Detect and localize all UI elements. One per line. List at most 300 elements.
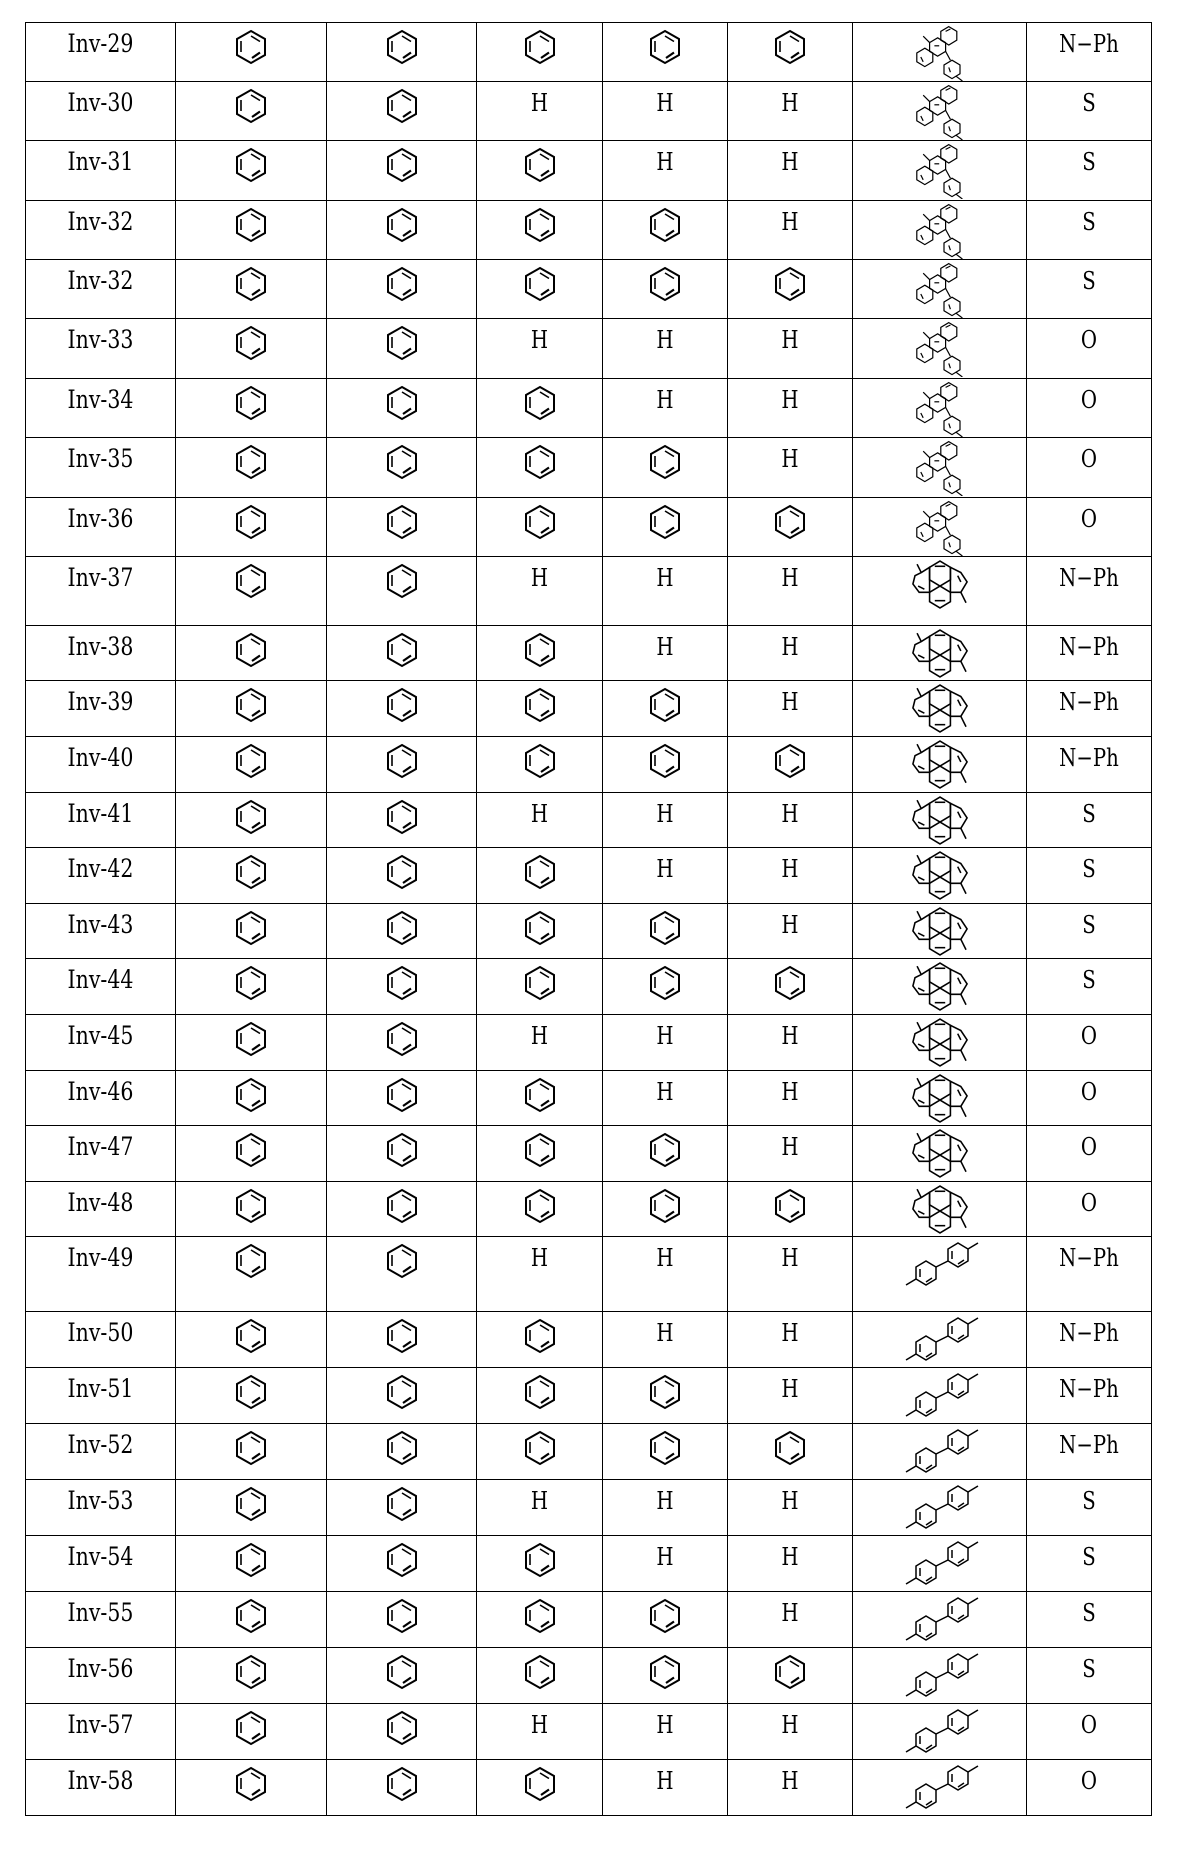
benzene-ring-icon (523, 1766, 557, 1802)
table-row (26, 793, 1152, 848)
compound-id-cell (26, 379, 176, 438)
benzene-ring-icon (385, 147, 419, 183)
benzene-ring-icon (648, 1132, 682, 1168)
benzene-ring-icon (523, 1318, 557, 1354)
heteroatom-group: S (1082, 966, 1096, 994)
core-structure-cell (853, 379, 1027, 438)
table-row (26, 1015, 1152, 1071)
substituent-r5-cell (728, 557, 853, 626)
compound-id-cell (26, 904, 176, 959)
substituent-r5-cell (728, 379, 853, 438)
substituent-r5: H (781, 326, 799, 354)
substituent-r2-cell (327, 1480, 477, 1536)
benzene-ring-icon (523, 266, 557, 302)
compound-id-cell (26, 201, 176, 260)
benzene-ring-icon (234, 1654, 268, 1690)
benzene-ring-icon (385, 1542, 419, 1578)
benzene-ring-icon (523, 1374, 557, 1410)
compound-id-cell (26, 959, 176, 1015)
benzene-ring-icon (523, 965, 557, 1001)
substituent-r5-cell (728, 23, 853, 82)
table-row (26, 201, 1152, 260)
compound-id: Inv-30 (67, 88, 134, 117)
heteroatom-cell (1027, 904, 1152, 959)
benzene-ring-icon (234, 1710, 268, 1746)
benzene-ring-icon (385, 965, 419, 1001)
core-structure-cell (853, 1126, 1027, 1182)
compound-id: Inv-41 (67, 799, 134, 828)
heteroatom-group: O (1080, 1189, 1098, 1217)
benzene-ring-icon (523, 1542, 557, 1578)
substituent-r3-cell (477, 201, 603, 260)
substituent-r4-cell (603, 1126, 728, 1182)
compound-id: Inv-54 (67, 1542, 134, 1571)
substituent-r4-cell (603, 1237, 728, 1312)
substituent-r4: H (656, 1543, 674, 1571)
benzene-ring-icon (648, 1430, 682, 1466)
substituent-r1-cell (176, 319, 327, 379)
benzene-ring-icon (773, 504, 807, 540)
substituent-r4: H (656, 326, 674, 354)
substituent-r5-cell (728, 1424, 853, 1480)
substituent-r3-cell (477, 681, 603, 737)
compound-id-cell (26, 1071, 176, 1126)
benzene-ring-icon (523, 743, 557, 779)
core-structure-cell (853, 1480, 1027, 1536)
benzene-ring-icon (234, 743, 268, 779)
heteroatom-group: N−Ph (1059, 1319, 1119, 1347)
heteroatom-cell (1027, 438, 1152, 498)
substituent-r2-cell (327, 1592, 477, 1648)
substituent-r5-cell (728, 626, 853, 681)
heteroatom-group: S (1082, 89, 1096, 117)
heteroatom-group: O (1080, 386, 1098, 414)
substituent-r4-cell (603, 82, 728, 141)
heteroatom-cell (1027, 1368, 1152, 1424)
heteroatom-group: N−Ph (1059, 1431, 1119, 1459)
substituent-r1-cell (176, 260, 327, 319)
heteroatom-group: O (1080, 1767, 1098, 1795)
heteroatom-cell (1027, 1015, 1152, 1071)
heteroatom-group: S (1082, 855, 1096, 883)
compound-id-cell (26, 557, 176, 626)
benzene-ring-icon (234, 444, 268, 480)
substituent-r4-cell (603, 557, 728, 626)
benzene-ring-icon (385, 385, 419, 421)
substituent-r1-cell (176, 1592, 327, 1648)
phenanthryl-tolyl-structure-icon (895, 84, 985, 140)
compound-id: Inv-31 (67, 147, 134, 176)
table-row (26, 82, 1152, 141)
benzene-ring-icon (385, 632, 419, 668)
benzene-ring-icon (523, 207, 557, 243)
benzene-ring-icon (234, 632, 268, 668)
substituent-r5: H (781, 1319, 799, 1347)
substituent-r4-cell (603, 1648, 728, 1704)
substituent-r1-cell (176, 557, 327, 626)
benzene-ring-icon (773, 266, 807, 302)
compound-id: Inv-58 (67, 1766, 134, 1795)
benzene-ring-icon (648, 1598, 682, 1634)
pyrene-structure-icon (903, 628, 977, 678)
benzene-ring-icon (234, 207, 268, 243)
compound-id-cell (26, 793, 176, 848)
core-structure-cell (853, 793, 1027, 848)
core-structure-cell (853, 626, 1027, 681)
core-structure-cell (853, 1237, 1027, 1312)
substituent-r3-cell (477, 1182, 603, 1237)
compound-id-cell (26, 1126, 176, 1182)
substituent-r5-cell (728, 1592, 853, 1648)
pyrene-structure-icon (903, 683, 977, 733)
substituent-r5-cell (728, 737, 853, 793)
substituent-r5: H (781, 1078, 799, 1106)
benzene-ring-icon (773, 1654, 807, 1690)
substituent-r1-cell (176, 1071, 327, 1126)
substituent-r2-cell (327, 438, 477, 498)
substituent-r1-cell (176, 1312, 327, 1368)
substituent-r5-cell (728, 498, 853, 557)
substituent-r5: H (781, 148, 799, 176)
substituent-r5: H (781, 1375, 799, 1403)
substituent-r5: H (781, 1133, 799, 1161)
benzene-ring-icon (523, 632, 557, 668)
core-structure-cell (853, 1536, 1027, 1592)
compound-id-cell (26, 319, 176, 379)
substituent-r3-cell (477, 1704, 603, 1760)
core-structure-cell (853, 141, 1027, 201)
benzene-ring-icon (234, 1132, 268, 1168)
core-structure-cell (853, 23, 1027, 82)
compound-id: Inv-37 (67, 563, 134, 592)
compound-id: Inv-43 (67, 910, 134, 939)
compound-id-cell (26, 681, 176, 737)
core-structure-cell (853, 319, 1027, 379)
benzene-ring-icon (523, 1132, 557, 1168)
substituent-r2-cell (327, 1126, 477, 1182)
benzene-ring-icon (385, 910, 419, 946)
substituent-r2-cell (327, 379, 477, 438)
substituent-r5-cell (728, 681, 853, 737)
benzene-ring-icon (648, 444, 682, 480)
compound-id-cell (26, 848, 176, 904)
heteroatom-cell (1027, 1704, 1152, 1760)
substituent-r5-cell (728, 1071, 853, 1126)
compound-id: Inv-53 (67, 1486, 134, 1515)
benzene-ring-icon (234, 1542, 268, 1578)
substituent-r3: H (530, 89, 549, 117)
benzene-ring-icon (523, 1430, 557, 1466)
compound-id: Inv-32 (67, 207, 134, 236)
heteroatom-group: S (1082, 911, 1096, 939)
biphenyl-structure-icon (897, 1594, 983, 1646)
heteroatom-cell (1027, 793, 1152, 848)
substituent-r1-cell (176, 1015, 327, 1071)
phenanthryl-tolyl-structure-icon (895, 321, 985, 377)
benzene-ring-icon (523, 854, 557, 890)
substituent-r3: H (530, 326, 549, 354)
substituent-r2-cell (327, 1071, 477, 1126)
substituent-r4-cell (603, 1480, 728, 1536)
substituent-r2-cell (327, 793, 477, 848)
heteroatom-group: S (1082, 208, 1096, 236)
substituent-r2-cell (327, 23, 477, 82)
substituent-r4: H (656, 148, 674, 176)
substituent-r5-cell (728, 1312, 853, 1368)
substituent-r4-cell (603, 626, 728, 681)
substituent-r2-cell (327, 141, 477, 201)
substituent-r1-cell (176, 737, 327, 793)
benzene-ring-icon (234, 1486, 268, 1522)
table-row (26, 959, 1152, 1015)
benzene-ring-icon (523, 1077, 557, 1113)
table-row (26, 1760, 1152, 1816)
substituent-r3-cell (477, 141, 603, 201)
benzene-ring-icon (648, 687, 682, 723)
compound-id: Inv-47 (67, 1132, 134, 1161)
benzene-ring-icon (385, 1486, 419, 1522)
heteroatom-cell (1027, 379, 1152, 438)
benzene-ring-icon (385, 1710, 419, 1746)
substituent-r3: H (530, 1244, 549, 1272)
substituent-r5-cell (728, 1015, 853, 1071)
substituent-r5-cell (728, 141, 853, 201)
substituent-r5-cell (728, 1648, 853, 1704)
substituent-r2-cell (327, 1704, 477, 1760)
compound-id: Inv-29 (67, 29, 134, 58)
phenanthryl-tolyl-structure-icon (895, 500, 985, 556)
phenanthryl-tolyl-structure-icon (895, 262, 985, 318)
benzene-ring-icon (234, 385, 268, 421)
benzene-ring-icon (234, 854, 268, 890)
substituent-r2-cell (327, 1424, 477, 1480)
substituent-r1-cell (176, 1126, 327, 1182)
substituent-r3-cell (477, 1237, 603, 1312)
pyrene-structure-icon (903, 1073, 977, 1123)
substituent-r4-cell (603, 1424, 728, 1480)
core-structure-cell (853, 1704, 1027, 1760)
substituent-r5-cell (728, 1368, 853, 1424)
heteroatom-cell (1027, 1126, 1152, 1182)
substituent-r4-cell (603, 438, 728, 498)
heteroatom-cell (1027, 1182, 1152, 1237)
substituent-r1-cell (176, 1480, 327, 1536)
substituent-r5-cell (728, 1126, 853, 1182)
benzene-ring-icon (648, 1654, 682, 1690)
benzene-ring-icon (234, 965, 268, 1001)
benzene-ring-icon (234, 1077, 268, 1113)
pyrene-structure-icon (903, 739, 977, 789)
benzene-ring-icon (523, 504, 557, 540)
substituent-r5-cell (728, 1704, 853, 1760)
table-row (26, 1480, 1152, 1536)
substituent-r2-cell (327, 82, 477, 141)
core-structure-cell (853, 1424, 1027, 1480)
heteroatom-group: O (1080, 1078, 1098, 1106)
compound-id: Inv-32 (67, 266, 134, 295)
benzene-ring-icon (385, 743, 419, 779)
core-structure-cell (853, 82, 1027, 141)
substituent-r5: H (781, 1022, 799, 1050)
compound-id: Inv-38 (67, 632, 134, 661)
biphenyl-structure-icon (897, 1239, 983, 1291)
pyrene-structure-icon (903, 1017, 977, 1067)
table-row (26, 1424, 1152, 1480)
substituent-r3-cell (477, 82, 603, 141)
benzene-ring-icon (648, 910, 682, 946)
benzene-ring-icon (385, 854, 419, 890)
substituent-r4-cell (603, 1182, 728, 1237)
core-structure-cell (853, 681, 1027, 737)
core-structure-cell (853, 959, 1027, 1015)
table-row (26, 141, 1152, 201)
substituent-r5-cell (728, 260, 853, 319)
heteroatom-group: O (1080, 445, 1098, 473)
biphenyl-structure-icon (897, 1762, 983, 1814)
substituent-r4-cell (603, 1760, 728, 1816)
phenanthryl-tolyl-structure-icon (895, 143, 985, 199)
substituent-r5: H (781, 564, 799, 592)
core-structure-cell (853, 904, 1027, 959)
phenanthryl-tolyl-structure-icon (895, 25, 985, 81)
substituent-r4-cell (603, 1704, 728, 1760)
biphenyl-structure-icon (897, 1706, 983, 1758)
benzene-ring-icon (234, 1318, 268, 1354)
substituent-r2-cell (327, 681, 477, 737)
benzene-ring-icon (523, 1188, 557, 1224)
compound-id-cell (26, 1015, 176, 1071)
compound-id: Inv-45 (67, 1021, 134, 1050)
benzene-ring-icon (523, 1654, 557, 1690)
heteroatom-group: N−Ph (1059, 564, 1119, 592)
table-row (26, 1312, 1152, 1368)
benzene-ring-icon (773, 965, 807, 1001)
substituent-r1-cell (176, 1424, 327, 1480)
substituent-r3-cell (477, 1648, 603, 1704)
substituent-r4-cell (603, 1368, 728, 1424)
compound-id-cell (26, 1704, 176, 1760)
table-row (26, 1368, 1152, 1424)
phenanthryl-tolyl-structure-icon (895, 381, 985, 437)
substituent-r2-cell (327, 1536, 477, 1592)
heteroatom-group: N−Ph (1059, 744, 1119, 772)
heteroatom-group: N−Ph (1059, 1244, 1119, 1272)
heteroatom-cell (1027, 848, 1152, 904)
table-row (26, 1536, 1152, 1592)
biphenyl-structure-icon (897, 1650, 983, 1702)
core-structure-cell (853, 438, 1027, 498)
heteroatom-cell (1027, 260, 1152, 319)
substituent-r4-cell (603, 260, 728, 319)
benzene-ring-icon (523, 444, 557, 480)
heteroatom-group: N−Ph (1059, 688, 1119, 716)
compound-id: Inv-49 (67, 1243, 134, 1272)
substituent-r5-cell (728, 904, 853, 959)
substituent-r4: H (656, 800, 674, 828)
substituent-r5-cell (728, 1536, 853, 1592)
heteroatom-group: S (1082, 148, 1096, 176)
benzene-ring-icon (234, 504, 268, 540)
pyrene-structure-icon (903, 1128, 977, 1178)
pyrene-structure-icon (903, 961, 977, 1011)
compound-table (25, 22, 1152, 1816)
heteroatom-cell (1027, 141, 1152, 201)
table-row (26, 1592, 1152, 1648)
benzene-ring-icon (385, 207, 419, 243)
compound-id-cell (26, 1368, 176, 1424)
substituent-r1-cell (176, 379, 327, 438)
compound-id: Inv-44 (67, 965, 134, 994)
heteroatom-cell (1027, 1237, 1152, 1312)
substituent-r1-cell (176, 201, 327, 260)
biphenyl-structure-icon (897, 1538, 983, 1590)
substituent-r5: H (781, 688, 799, 716)
substituent-r4-cell (603, 319, 728, 379)
benzene-ring-icon (385, 1188, 419, 1224)
substituent-r1-cell (176, 438, 327, 498)
substituent-r4: H (656, 633, 674, 661)
core-structure-cell (853, 1760, 1027, 1816)
benzene-ring-icon (385, 504, 419, 540)
substituent-r4-cell (603, 498, 728, 557)
core-structure-cell (853, 1182, 1027, 1237)
substituent-r3-cell (477, 1126, 603, 1182)
substituent-r1-cell (176, 498, 327, 557)
substituent-r4-cell (603, 959, 728, 1015)
benzene-ring-icon (234, 1598, 268, 1634)
substituent-r3-cell (477, 557, 603, 626)
biphenyl-structure-icon (897, 1482, 983, 1534)
heteroatom-cell (1027, 1536, 1152, 1592)
substituent-r1-cell (176, 1536, 327, 1592)
heteroatom-cell (1027, 1648, 1152, 1704)
benzene-ring-icon (234, 1766, 268, 1802)
benzene-ring-icon (385, 563, 419, 599)
core-structure-cell (853, 848, 1027, 904)
substituent-r3-cell (477, 1592, 603, 1648)
heteroatom-cell (1027, 1480, 1152, 1536)
compound-id: Inv-50 (67, 1318, 134, 1347)
benzene-ring-icon (385, 325, 419, 361)
substituent-r3-cell (477, 1015, 603, 1071)
benzene-ring-icon (648, 1188, 682, 1224)
table-row (26, 681, 1152, 737)
heteroatom-cell (1027, 201, 1152, 260)
heteroatom-cell (1027, 1424, 1152, 1480)
substituent-r5: H (781, 633, 799, 661)
substituent-r3-cell (477, 1424, 603, 1480)
benzene-ring-icon (385, 88, 419, 124)
benzene-ring-icon (773, 29, 807, 65)
compound-id: Inv-36 (67, 504, 134, 533)
heteroatom-group: S (1082, 1599, 1096, 1627)
substituent-r3: H (530, 1487, 549, 1515)
substituent-r3: H (530, 1022, 549, 1050)
compound-id: Inv-52 (67, 1430, 134, 1459)
compound-id: Inv-56 (67, 1654, 134, 1683)
substituent-r1-cell (176, 23, 327, 82)
substituent-r4: H (656, 564, 674, 592)
benzene-ring-icon (385, 444, 419, 480)
substituent-r5: H (781, 445, 799, 473)
core-structure-cell (853, 1592, 1027, 1648)
substituent-r5-cell (728, 319, 853, 379)
compound-id: Inv-55 (67, 1598, 134, 1627)
substituent-r1-cell (176, 626, 327, 681)
compound-id: Inv-33 (67, 325, 134, 354)
substituent-r2-cell (327, 1648, 477, 1704)
benzene-ring-icon (234, 1243, 268, 1279)
